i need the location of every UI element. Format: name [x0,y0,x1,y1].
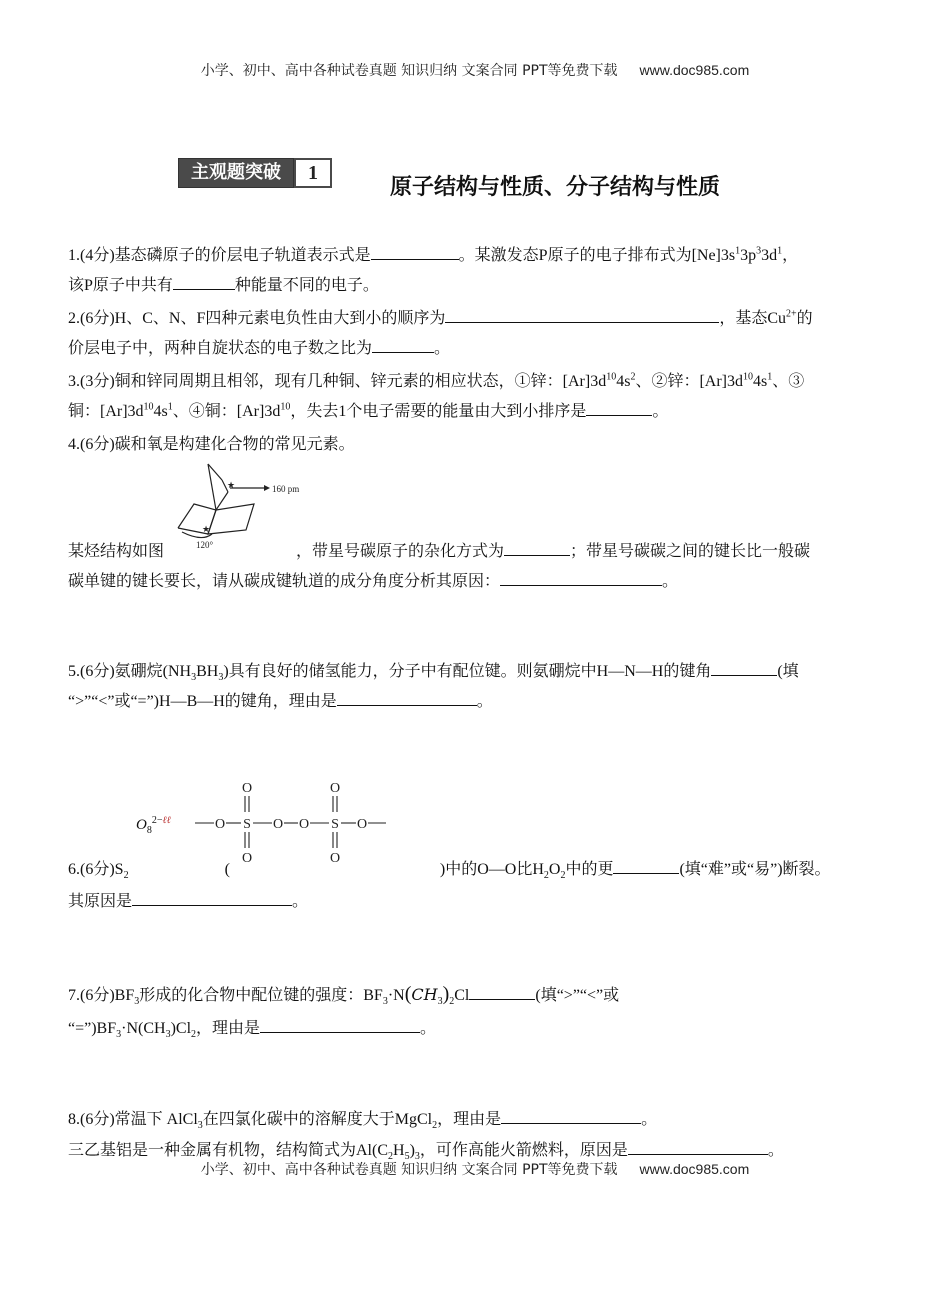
hydrocarbon-structure-figure [172,460,322,550]
q5-line2: “>”“<”或“=”)H—B—H的键角，理由是 。 [68,693,493,710]
q6-ion-label: $O_8^{2-\ell\ell}$ [136,815,171,836]
peroxodisulfate-structure-figure [190,780,390,865]
fig-angle-label: 120° [196,540,214,550]
section-badge [178,158,332,188]
q3-line2: 铜：$[Ar]3d^{10}4s^1$、④铜：$[Ar]3d^{10}$，失去1个电子需要的能量由大到小排序是 。 [68,401,669,420]
svg-text:O: O [241,851,253,865]
fig-star-bottom: ★ [202,524,211,534]
page-header [0,60,950,80]
header-url[interactable]: www.doc985.com [639,62,750,78]
footer-url[interactable]: www.doc985.com [639,1161,750,1177]
q3-line1: 3.(3分)铜和锌同周期且相邻，现有几种铜、锌元素的相应状态，①锌：$[Ar]3d^{10}4s^2$、②锌：$[Ar]3d^{10}4s^1$、③ [68,371,805,390]
q6-blank1[interactable] [613,859,679,874]
q1-line1: 1.(4分)基态磷原子的价层电子轨道表示式是 。某激发态P原子的电子排布式为$[Ne]3s^13p^33d^1$， [68,245,799,264]
svg-text:S: S [243,817,251,832]
page-footer [0,1159,950,1179]
q3-blank[interactable] [586,401,652,416]
fig-star-top: ★ [227,480,236,490]
svg-text:S: S [331,817,339,832]
q7-line2: “$=”)BF_3\cdot N(CH_3)Cl_2$，理由是 。 [68,1020,437,1041]
q4-blank2[interactable] [500,571,662,586]
q5-blank2[interactable] [337,691,477,706]
q8-blank2[interactable] [628,1140,768,1155]
q8-line1: 8.(6分)常温下 AlCl$_3$在四氯化碳中的溶解度大于MgCl$_2$，理由是 。 [68,1111,658,1132]
q1-line2: 该P原子中共有 种能量不同的电子。 [68,277,379,294]
q7-blank2[interactable] [260,1018,420,1033]
svg-text:O: O [298,817,310,832]
footer-text: 小学、初中、高中各种试卷真题 知识归纳 文案合同 PPT等免费下载 [200,1162,618,1178]
q1-blank1[interactable] [371,245,459,260]
q7-line1: 7.(6分)$BF_3$形成的化合物中配位键的强度：$BF_3\cdot N(CH_3)_2Cl$ (填“>”“<”或 [68,983,620,1008]
q7-blank1[interactable] [469,985,535,1000]
header-text: 小学、初中、高中各种试卷真题 知识归纳 文案合同 PPT等免费下载 [200,63,618,79]
svg-text:O: O [214,817,226,832]
q6-line1: 6.(6分)$S_2$ ( )中的O—O比$H_2O_2$中的更 (填“难”或“易”)断裂。 [68,861,831,882]
svg-text:O: O [329,851,341,865]
q2-blank2[interactable] [372,338,434,353]
q5-blank1[interactable] [711,661,777,676]
q8-line2: 三乙基铝是一种金属有机物，结构简式为$Al(C_2H_5)_3$，可作高能火箭燃料，原因是 。 [68,1142,784,1163]
q2-blank1[interactable] [445,308,719,323]
q4-blank1[interactable] [504,541,570,556]
q4-intro: 4.(6分)碳和氧是构建化合物的常见元素。 [68,436,355,453]
svg-text:O: O [329,781,341,796]
badge-label: 主观题突破 [178,158,294,188]
badge-number: 1 [294,158,332,188]
svg-text:O: O [241,781,253,796]
q2-line1: 2.(6分)H、C、N、F四种元素电负性由大到小的顺序为 ，基态$Cu^{2+}$的 [68,308,813,327]
q4-line1: 某烃结构如图 ，带星号碳原子的杂化方式为 ；带星号碳碳之间的键长比一般碳 [68,543,811,560]
q4-line2: 碳单键的键长要长，请从碳成键轨道的成分角度分析其原因： 。 [68,573,679,590]
svg-text:O: O [356,817,368,832]
q6-blank2[interactable] [132,891,292,906]
q1-blank2[interactable] [173,275,235,290]
fig-right-wing [208,504,254,534]
q6-line2: 其原因是 。 [68,893,309,910]
fig-length-label: 160 pm [272,484,300,494]
svg-text:O: O [272,817,284,832]
q5-line1: 5.(6分)氨硼烷$(NH_3BH_3)$具有良好的储氢能力，分子中有配位键。则氨硼烷中H—N—H的键角 (填 [68,663,799,684]
q8-blank1[interactable] [501,1109,641,1124]
q2-line2: 价层电子中，两种自旋状态的电子数之比为 。 [68,340,451,357]
page-title: 原子结构与性质、分子结构与性质 [390,175,721,200]
fig-left-wing [178,504,216,534]
